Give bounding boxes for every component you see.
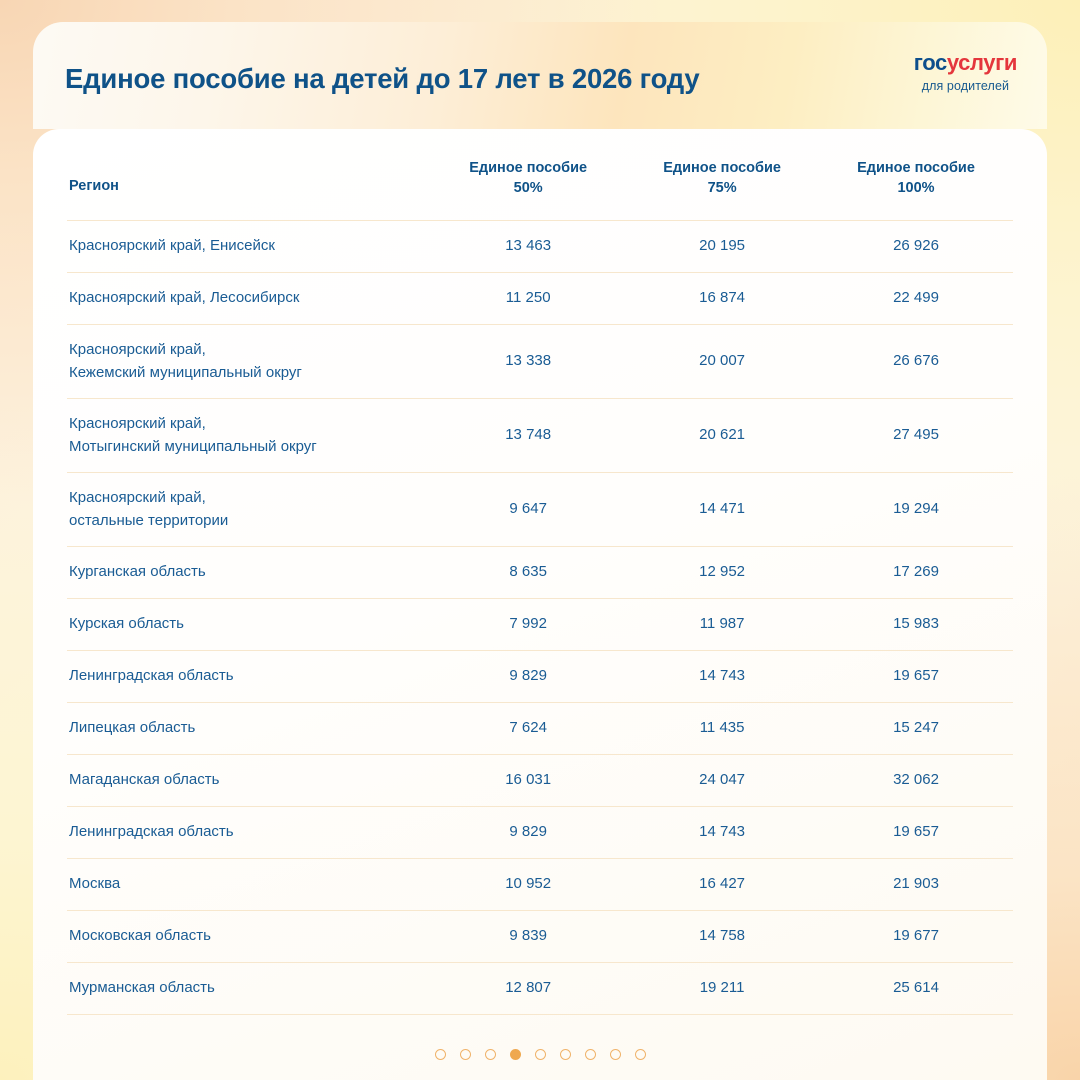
cell-benefit-50: 13 338 — [431, 325, 625, 399]
cell-region-line1: Красноярский край, — [69, 489, 206, 507]
table-row — [67, 599, 1013, 651]
table-row — [67, 325, 1013, 399]
pagination-dot[interactable] — [585, 1049, 596, 1060]
cell-benefit-50: 11 250 — [431, 273, 625, 325]
table-body — [67, 221, 1013, 1015]
cell-region — [67, 273, 431, 325]
cell-region — [67, 703, 431, 755]
cell-benefit-50: 13 748 — [431, 399, 625, 473]
column-header-benefit-100-pct: 100% — [897, 179, 935, 196]
cell-benefit-50: 8 635 — [431, 547, 625, 599]
cell-region-line1: Московская область — [69, 927, 211, 945]
column-header-benefit-75 — [625, 129, 819, 221]
cell-region — [67, 599, 431, 651]
column-header-benefit-50-label: Единое пособие — [469, 160, 588, 176]
cell-benefit-50: 9 829 — [431, 651, 625, 703]
pagination-dot[interactable] — [460, 1049, 471, 1060]
cell-benefit-50: 10 952 — [431, 859, 625, 911]
cell-benefit-100: 17 269 — [819, 547, 1013, 599]
cell-region-line2: остальные территории — [69, 511, 229, 529]
cell-benefit-50: 16 031 — [431, 755, 625, 807]
cell-region-line1: Ленинградская область — [69, 823, 234, 841]
table-row — [67, 473, 1013, 547]
cell-region — [67, 963, 431, 1015]
logo-wordmark — [914, 52, 1017, 74]
cell-region-line1: Ленинградская область — [69, 667, 234, 685]
cell-region-line2: Мотыгинский муниципальный округ — [69, 437, 317, 455]
cell-benefit-100: 19 677 — [819, 911, 1013, 963]
cell-benefit-75: 16 874 — [625, 273, 819, 325]
cell-region — [67, 807, 431, 859]
cell-region — [67, 473, 431, 547]
column-header-benefit-50 — [431, 129, 625, 221]
pagination-dot[interactable] — [560, 1049, 571, 1060]
cell-region-line1: Красноярский край, Енисейск — [69, 237, 275, 255]
table-row — [67, 911, 1013, 963]
pagination-dots[interactable] — [33, 1049, 1047, 1060]
cell-region-line1: Липецкая область — [69, 719, 196, 737]
cell-benefit-100: 26 676 — [819, 325, 1013, 399]
cell-benefit-75: 20 195 — [625, 221, 819, 273]
table-row — [67, 859, 1013, 911]
table-row — [67, 807, 1013, 859]
cell-region-line1: Курганская область — [69, 563, 206, 581]
cell-region — [67, 325, 431, 399]
column-header-region — [67, 129, 431, 221]
header-band — [33, 22, 1047, 129]
pagination-dot[interactable] — [435, 1049, 446, 1060]
cell-benefit-100: 19 657 — [819, 651, 1013, 703]
column-header-benefit-75-label: Единое пособие — [663, 160, 781, 176]
cell-region-line1: Магаданская область — [69, 771, 220, 789]
column-header-benefit-50-pct: 50% — [513, 179, 543, 196]
pagination-dot[interactable] — [485, 1049, 496, 1060]
cell-region-line1: Москва — [69, 875, 121, 893]
column-header-region-label: Регион — [69, 177, 119, 194]
table-head — [67, 129, 1013, 221]
cell-region-line2: Кежемский муниципальный округ — [69, 363, 302, 381]
slide-sheet — [33, 22, 1047, 1080]
logo-wordmark-uslugi: услуги — [946, 50, 1017, 75]
cell-benefit-100: 32 062 — [819, 755, 1013, 807]
gosuslugi-logo — [914, 52, 1017, 93]
cell-region — [67, 911, 431, 963]
cell-region-line1: Красноярский край, — [69, 341, 206, 359]
table-row — [67, 963, 1013, 1015]
pagination-dot-active[interactable] — [510, 1049, 521, 1060]
cell-region-line1: Курская область — [69, 615, 184, 633]
cell-benefit-100: 22 499 — [819, 273, 1013, 325]
cell-benefit-50: 9 839 — [431, 911, 625, 963]
pagination-dot[interactable] — [635, 1049, 646, 1060]
pagination-dot[interactable] — [535, 1049, 546, 1060]
cell-benefit-75: 12 952 — [625, 547, 819, 599]
pagination-dot[interactable] — [610, 1049, 621, 1060]
cell-benefit-100: 27 495 — [819, 399, 1013, 473]
cell-region — [67, 221, 431, 273]
cell-benefit-100: 15 247 — [819, 703, 1013, 755]
cell-benefit-100: 15 983 — [819, 599, 1013, 651]
table-header-row — [67, 129, 1013, 221]
cell-benefit-100: 25 614 — [819, 963, 1013, 1015]
cell-benefit-50: 12 807 — [431, 963, 625, 1015]
page-title: Единое пособие на детей до 17 лет в 2026 году — [65, 62, 700, 94]
table-row — [67, 547, 1013, 599]
cell-region — [67, 547, 431, 599]
cell-benefit-100: 21 903 — [819, 859, 1013, 911]
cell-region — [67, 651, 431, 703]
cell-benefit-75: 11 987 — [625, 599, 819, 651]
benefits-table-card — [33, 129, 1047, 1080]
cell-benefit-75: 20 007 — [625, 325, 819, 399]
logo-wordmark-gos: гос — [913, 50, 947, 75]
cell-benefit-75: 11 435 — [625, 703, 819, 755]
table-row — [67, 273, 1013, 325]
cell-benefit-50: 9 829 — [431, 807, 625, 859]
column-header-benefit-100 — [819, 129, 1013, 221]
table-row — [67, 651, 1013, 703]
cell-benefit-75: 14 758 — [625, 911, 819, 963]
table-row — [67, 221, 1013, 273]
cell-region-line1: Красноярский край, Лесосибирск — [69, 289, 300, 307]
cell-benefit-50: 7 992 — [431, 599, 625, 651]
table-row — [67, 399, 1013, 473]
cell-region-line1: Красноярский край, — [69, 415, 206, 433]
logo-subtitle: для родителей — [921, 79, 1010, 93]
cell-benefit-100: 19 657 — [819, 807, 1013, 859]
cell-region — [67, 755, 431, 807]
cell-benefit-100: 19 294 — [819, 473, 1013, 547]
column-header-benefit-75-pct: 75% — [707, 179, 737, 196]
cell-benefit-50: 9 647 — [431, 473, 625, 547]
benefits-table — [67, 129, 1013, 1015]
cell-benefit-75: 14 743 — [625, 807, 819, 859]
cell-region — [67, 859, 431, 911]
cell-benefit-75: 16 427 — [625, 859, 819, 911]
cell-benefit-75: 19 211 — [625, 963, 819, 1015]
cell-region-line1: Мурманская область — [69, 979, 215, 997]
cell-benefit-50: 7 624 — [431, 703, 625, 755]
cell-benefit-100: 26 926 — [819, 221, 1013, 273]
table-row — [67, 755, 1013, 807]
table-row — [67, 703, 1013, 755]
cell-benefit-75: 14 743 — [625, 651, 819, 703]
cell-benefit-75: 20 621 — [625, 399, 819, 473]
cell-region — [67, 399, 431, 473]
cell-benefit-75: 14 471 — [625, 473, 819, 547]
cell-benefit-50: 13 463 — [431, 221, 625, 273]
column-header-benefit-100-label: Единое пособие — [857, 160, 975, 176]
cell-benefit-75: 24 047 — [625, 755, 819, 807]
